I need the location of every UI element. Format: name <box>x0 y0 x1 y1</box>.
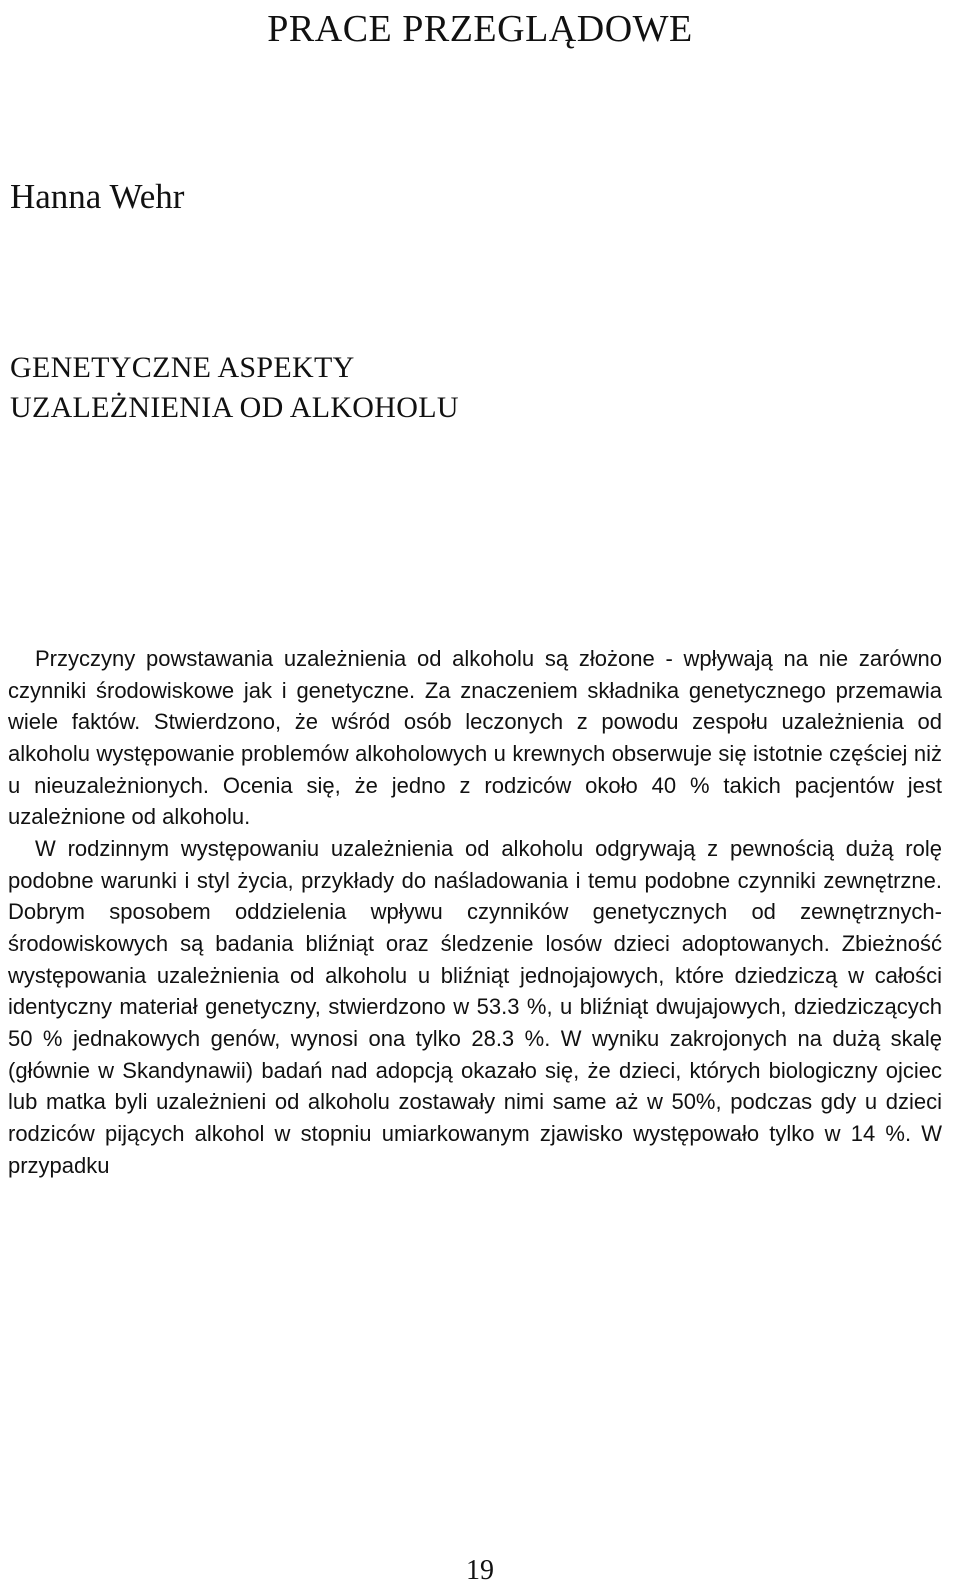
article-body <box>8 643 942 1181</box>
article-title-line-1: GENETYCZNE ASPEKTY <box>10 351 355 384</box>
body-paragraph-1: Przyczyny powstawania uzależnienia od alkoholu są złożone - wpływają na nie zarówno czynniki środowiskowe jak i genetyczne. Za znaczeniem składnika genetycznego przemawia wiele faktów. Stwierdzono, że wśród osób leczonych z powodu zespołu uzależnienia od alkoholu występowanie problemów alkoholowych u krewnych obserwuje się istotnie częściej niż u nieuzależnionych. Ocenia się, że jedno z rodziców około 40 % takich pacjentów jest uzależnione od alkoholu. <box>8 646 942 830</box>
page-number: 19 <box>466 1555 494 1586</box>
article-title <box>10 348 459 428</box>
body-paragraph-2: W rodzinnym występowaniu uzależnienia od alkoholu odgrywają z pewnością dużą rolę podobne warunki i styl życia, przykłady do naśladowania i temu podobne czynniki zewnętrzne. Dobrym sposobem oddzielenia wpływu czynników genetycznych od zewnętrznych-środowiskowych są badania bliźniąt oraz śledzenie losów dzieci adoptowanych. Zbieżność występowania uzależnienia od alkoholu u bliźniąt jednojajowych, które dziedziczą w całości identyczny materiał genetyczny, stwierdzono w 53.3 %, u bliźniąt dwujajowych, dziedziczących 50 % jednakowych genów, wynosi ona tylko 28.3 %. W wyniku zakrojonych na dużą skalę (głównie w Skandynawii) badań nad adopcją okazało się, że dzieci, których biologiczny ojciec lub matka byli uzależnieni od alkoholu zostawały nimi same aż w 50%, podczas gdy u dzieci rodziców pijących alkohol w stopniu umiarkowanym zjawisko występowało tylko w 14 %. W przypadku <box>8 835 942 1178</box>
section-header: PRACE PRZEGLĄDOWE <box>267 8 693 50</box>
article-title-line-2: UZALEŻNIENIA OD ALKOHOLU <box>10 391 459 424</box>
article-author: Hanna Wehr <box>10 177 185 216</box>
